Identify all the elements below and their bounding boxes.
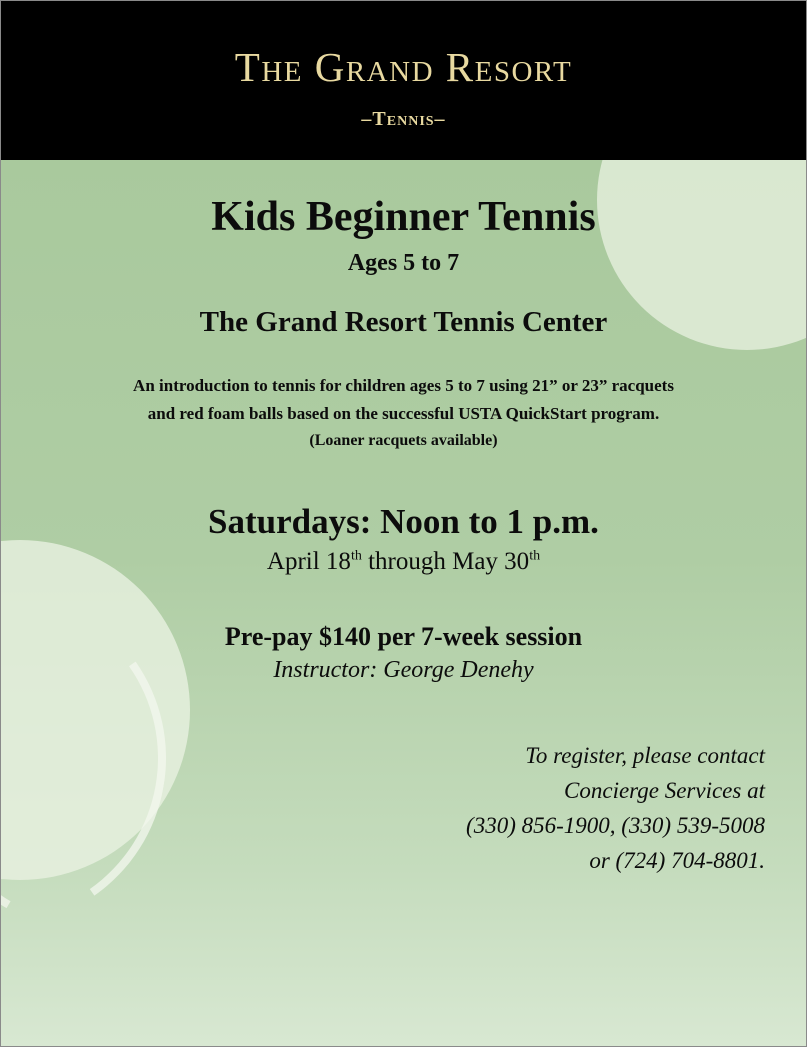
register-line-2: Concierge Services at	[564, 778, 765, 804]
register-phone-numbers: (330) 856-1900, (330) 539-5008	[466, 813, 765, 838]
date-range-connector: through	[361, 548, 453, 576]
date-range-end-suffix: th	[529, 548, 541, 564]
resort-department: –Tennis–	[361, 108, 446, 130]
register-line-1: To register, please contact	[525, 743, 765, 769]
register-phone-alt: or (724) 704-8801.	[589, 847, 765, 873]
registration-block	[0, 739, 765, 879]
header-banner	[0, 0, 807, 160]
program-description: An introduction to tennis for children ages 5 to 7 using 21” or 23” racquets and red foam balls based on the successful USTA QuickStart program.	[133, 376, 674, 424]
loaner-note: (Loaner racquets available)	[309, 432, 498, 450]
date-range-end: May 30	[452, 548, 530, 576]
date-range-start: April 18	[266, 548, 351, 576]
price-text: Pre-pay $140 per 7-week session	[224, 622, 583, 652]
venue-name: The Grand Resort Tennis Center	[199, 306, 608, 338]
schedule-time: Saturdays: Noon to 1 p.m.	[208, 502, 599, 542]
resort-name: The Grand Resort	[234, 44, 573, 90]
age-range: Ages 5 to 7	[347, 250, 460, 276]
program-title: Kids Beginner Tennis	[211, 194, 596, 240]
flyer-content	[0, 193, 807, 879]
flyer-body	[0, 160, 807, 1047]
date-range	[0, 548, 807, 576]
instructor-text: Instructor: George Denehy	[273, 657, 534, 684]
date-range-start-suffix: th	[350, 548, 362, 564]
